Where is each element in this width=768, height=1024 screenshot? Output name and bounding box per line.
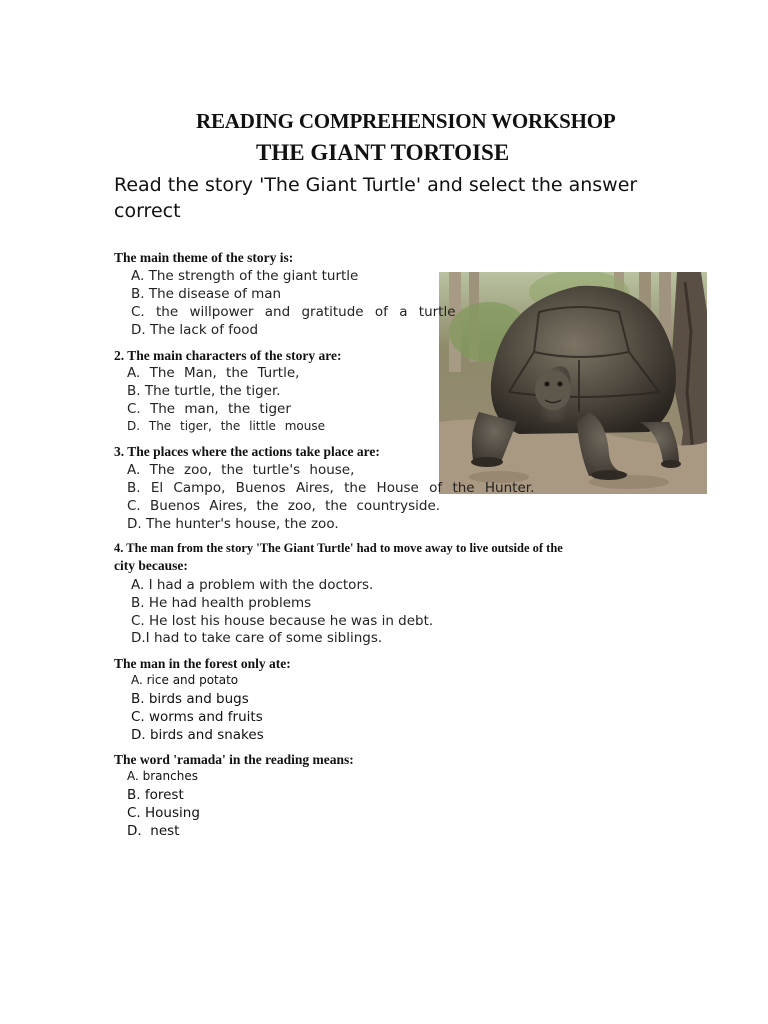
question-1-option-c[interactable]: C. the willpower and gratitude of a turtle [131, 304, 456, 320]
question-4-option-a[interactable]: A. I had a problem with the doctors. [131, 577, 374, 593]
question-4-prompt-line-1: 4. The man from the story 'The Giant Turtle' had to move away to live outside of the [114, 541, 563, 555]
question-2-option-c[interactable]: C. The man, the tiger [127, 401, 291, 417]
question-2-option-a[interactable]: A. The Man, the Turtle, [127, 365, 300, 381]
question-4-option-d[interactable]: D.I had to take care of some siblings. [131, 630, 383, 646]
question-3-option-d[interactable]: D. The hunter's house, the zoo. [127, 516, 339, 532]
question-1-option-a[interactable]: A. The strength of the giant turtle [131, 268, 359, 284]
question-1-prompt: The main theme of the story is: [114, 250, 294, 265]
instructions: Read the story 'The Giant Turtle' and select the answer correct [114, 174, 638, 222]
question-6-option-b[interactable]: B. forest [127, 787, 184, 803]
question-4-option-c[interactable]: C. He lost his house because he was in debt. [131, 613, 434, 629]
question-1-option-d[interactable]: D. The lack of food [131, 322, 259, 338]
question-6-option-c[interactable]: C. Housing [127, 805, 200, 821]
question-2-option-b[interactable]: B. The turtle, the tiger. [127, 383, 281, 399]
question-4-option-b[interactable]: B. He had health problems [131, 595, 312, 611]
question-5-option-c[interactable]: C. worms and fruits [131, 709, 263, 725]
question-3-option-c[interactable]: C. Buenos Aires, the zoo, the countryside. [127, 498, 441, 514]
question-4-prompt-line-2: city because: [114, 558, 188, 573]
question-5-option-b[interactable]: B. birds and bugs [131, 691, 249, 707]
question-5-option-d[interactable]: D. birds and snakes [131, 727, 264, 743]
question-2-option-d[interactable]: D. The tiger, the little mouse [127, 419, 325, 433]
question-6-option-a[interactable]: A. branches [127, 769, 198, 783]
story-title: THE GIANT TORTOISE [256, 140, 510, 165]
question-6-option-d[interactable]: D. nest [127, 823, 180, 839]
question-5-option-a[interactable]: A. rice and potato [131, 673, 239, 687]
question-2-prompt: 2. The main characters of the story are: [114, 348, 342, 363]
giant-tortoise-photo [439, 272, 707, 494]
question-1-option-b[interactable]: B. The disease of man [131, 286, 282, 302]
question-6-prompt: The word 'ramada' in the reading means: [114, 752, 354, 767]
question-3-prompt: 3. The places where the actions take place are: [114, 444, 380, 459]
workshop-title: READING COMPREHENSION WORKSHOP [196, 109, 616, 133]
question-3-option-a[interactable]: A. The zoo, the turtle's house, [127, 462, 355, 478]
question-5-prompt: The man in the forest only ate: [114, 656, 291, 671]
question-3-option-b[interactable]: B. El Campo, Buenos Aires, the House of the Hunter. [127, 480, 535, 496]
